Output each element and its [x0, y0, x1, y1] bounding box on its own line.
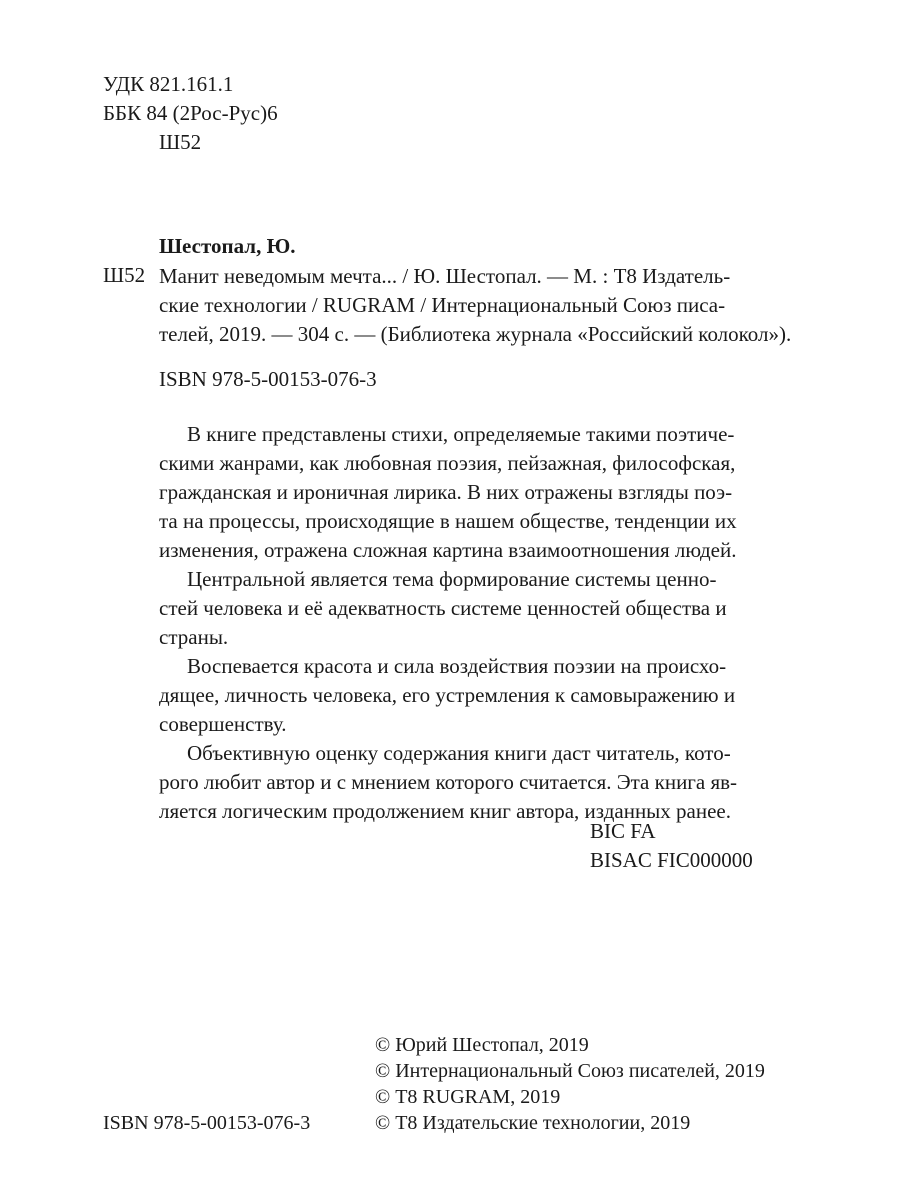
author-mark: Ш52	[159, 130, 202, 154]
copyright-line: © Т8 Издательские технологии, 2019	[375, 1112, 691, 1134]
bic-code: BIC FA	[590, 819, 656, 843]
annotation-line: та на процессы, происходящие в нашем обществе, тенденции их	[159, 509, 737, 533]
annotation-line: страны.	[159, 625, 229, 649]
annotation-line: совершенству.	[159, 712, 287, 736]
bbk-index: ББК 84 (2Рос-Рус)6	[103, 101, 278, 125]
udk-index: УДК 821.161.1	[103, 72, 234, 96]
bibliographic-line: телей, 2019. — 304 с. — (Библиотека журнала «Российский колокол»).	[159, 322, 792, 346]
annotation-line: В книге представлены стихи, определяемые такими поэтиче-	[187, 422, 735, 446]
catalog-isbn: ISBN 978-5-00153-076-3	[159, 367, 377, 391]
copyright-notices	[375, 1032, 765, 1136]
annotation-line: рого любит автор и с мнением которого считается. Эта книга яв-	[159, 770, 738, 794]
annotation-line: Центральной является тема формирование системы ценно-	[187, 567, 717, 591]
bisac-code: BISAC FIC000000	[590, 848, 753, 872]
annotation-line: Объективную оценку содержания книги даст читатель, кото-	[187, 741, 731, 765]
catalog-author: Шестопал, Ю.	[159, 234, 296, 258]
catalog-author-mark: Ш52	[103, 263, 146, 287]
annotation-line: изменения, отражена сложная картина взаимоотношения людей.	[159, 538, 737, 562]
annotation-line: Воспевается красота и сила воздействия поэзии на происхо-	[187, 654, 727, 678]
annotation-line: гражданская и ироничная лирика. В них отражены взгляды поэ-	[159, 480, 733, 504]
annotation-line: дящее, личность человека, его устремления к самовыражению и	[159, 683, 736, 707]
bibliographic-line: Манит неведомым мечта... / Ю. Шестопал. — М. : Т8 Издатель-	[159, 264, 731, 288]
footer-isbn: ISBN 978-5-00153-076-3	[103, 1112, 311, 1134]
copyright-line: © Юрий Шестопал, 2019	[375, 1034, 589, 1056]
annotation-line: ляется логическим продолжением книг автора, изданных ранее.	[159, 799, 731, 823]
bibliographic-description	[159, 262, 792, 349]
annotation-text	[159, 420, 764, 826]
annotation-line: стей человека и её адекватность системе ценностей общества и	[159, 596, 727, 620]
copyright-line: © Т8 RUGRAM, 2019	[375, 1086, 561, 1108]
copyright-line: © Интернациональный Союз писателей, 2019	[375, 1060, 765, 1082]
bibliographic-line: ские технологии / RUGRAM / Интернациональный Союз писа-	[159, 293, 726, 317]
annotation-line: скими жанрами, как любовная поэзия, пейзажная, философская,	[159, 451, 736, 475]
